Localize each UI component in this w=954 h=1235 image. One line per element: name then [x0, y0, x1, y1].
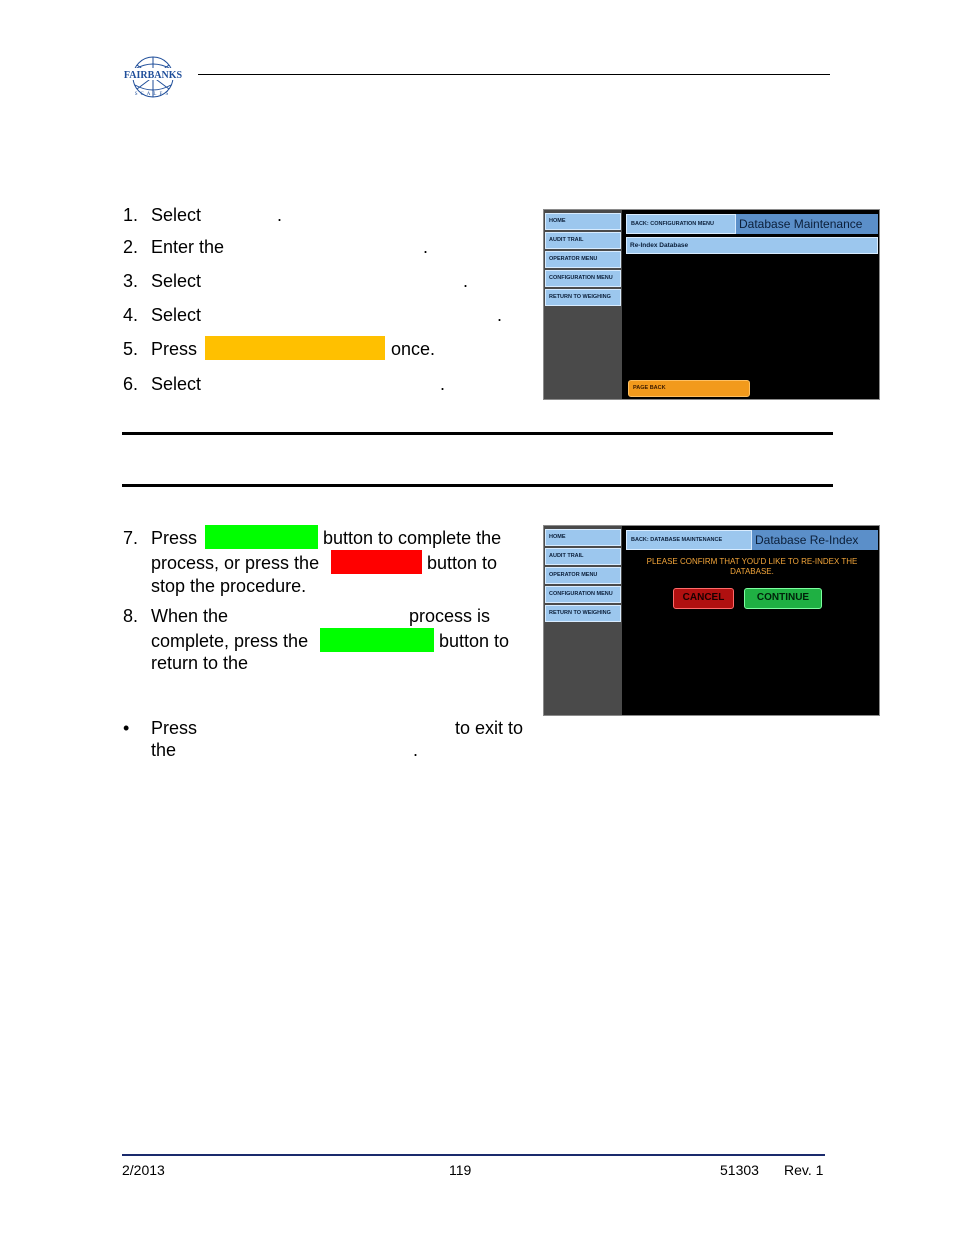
fairbanks-logo: [122, 55, 184, 99]
nav-configuration-menu[interactable]: CONFIGURATION MENU: [545, 586, 621, 603]
nav-home[interactable]: HOME: [545, 529, 621, 546]
highlight-red: [331, 550, 422, 574]
nav-configuration-menu[interactable]: CONFIGURATION MENU: [545, 270, 621, 287]
nav-home[interactable]: HOME: [545, 213, 621, 230]
continue-button[interactable]: CONTINUE: [744, 588, 822, 609]
nav-audit-trail[interactable]: AUDIT TRAIL: [545, 232, 621, 249]
footer-page-number: 119: [449, 1162, 472, 1178]
logo-word: FAIRBANKS: [123, 70, 183, 81]
nav-operator-menu[interactable]: OPERATOR MENU: [545, 251, 621, 268]
highlight-yellow: [205, 336, 385, 360]
footer-rule: [122, 1154, 825, 1156]
back-button[interactable]: BACK: CONFIGURATION MENU: [626, 214, 736, 234]
footer-date: 2/2013: [122, 1162, 165, 1178]
database-maintenance-screen: [543, 209, 880, 400]
screen-title: Database Re-Index: [752, 530, 878, 550]
nav-operator-menu[interactable]: OPERATOR MENU: [545, 567, 621, 584]
confirm-message: PLEASE CONFIRM THAT YOU'D LIKE TO RE-INDEX THE DATABASE.: [646, 557, 858, 576]
header-rule: [198, 74, 830, 75]
reindex-database-row[interactable]: Re-Index Database: [626, 237, 878, 254]
back-button[interactable]: BACK: DATABASE MAINTENANCE: [626, 530, 752, 550]
screen-title: Database Maintenance: [736, 214, 878, 234]
highlight-green: [205, 525, 318, 549]
section-rule-bottom: [122, 484, 833, 487]
highlight-green-2: [320, 628, 434, 652]
cancel-button[interactable]: CANCEL: [673, 588, 734, 609]
nav-return-to-weighing[interactable]: RETURN TO WEIGHING: [545, 289, 621, 306]
logo-sub: SCALES: [134, 92, 172, 97]
nav-return-to-weighing[interactable]: RETURN TO WEIGHING: [545, 605, 621, 622]
section-rule-top: [122, 432, 833, 435]
database-reindex-screen: [543, 525, 880, 716]
nav-audit-trail[interactable]: AUDIT TRAIL: [545, 548, 621, 565]
footer-revision: Rev. 1: [784, 1162, 824, 1178]
page-back-button[interactable]: PAGE BACK: [628, 380, 750, 397]
footer-doc-number: 51303: [720, 1162, 759, 1178]
